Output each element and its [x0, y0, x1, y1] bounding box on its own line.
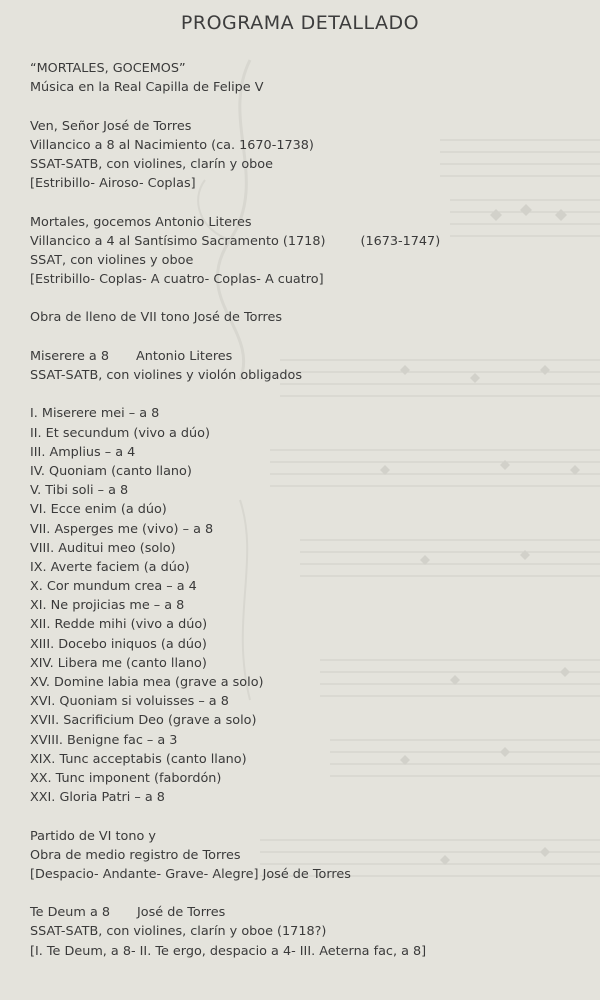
composer-name: Antonio Literes — [135, 348, 233, 364]
composer-dates: (1673-1747) — [360, 233, 441, 249]
page-title: PROGRAMA DETALLADO — [180, 12, 420, 34]
movement-item: XII. Redde mihi (vivo a dúo) — [30, 617, 208, 633]
movement-item: XVIII. Benigne fac – a 3 — [30, 732, 178, 748]
movement-item: X. Cor mundum crea – a 4 — [30, 579, 197, 595]
movement-item: XI. Ne projicias me – a 8 — [30, 598, 185, 614]
work-title: Partido de VI tono y — [30, 828, 156, 844]
movement-item: XV. Domine labia mea (grave a solo) — [30, 675, 264, 690]
work-title — [30, 903, 590, 922]
work-title-text: Miserere a 8 — [30, 348, 109, 364]
work-title: Obra de medio registro de Torres — [30, 847, 241, 863]
movement-item: XVI. Quoniam si voluisses – a 8 — [30, 694, 229, 710]
movement-item: IV. Quoniam (canto llano) — [30, 463, 192, 479]
movement-item: I. Miserere mei – a 8 — [30, 406, 160, 422]
composer-name: José de Torres — [137, 905, 226, 921]
program-subtitle: Música en la Real Capilla de Felipe V — [30, 80, 264, 96]
movement-item: III. Amplius – a 4 — [30, 444, 136, 460]
work-sections: [Despacio- Andante- Grave- Alegre] José de Torres — [30, 866, 351, 882]
work-description — [30, 232, 590, 251]
work-title — [30, 347, 590, 366]
work-title: Ven, Señor José de Torres — [30, 118, 192, 134]
movement-item: XIX. Tunc acceptabis (canto llano) — [30, 751, 247, 767]
movement-item: VI. Ecce enim (a dúo) — [30, 502, 167, 518]
movement-item: V. Tibi soli – a 8 — [30, 483, 129, 499]
movement-item: XXI. Gloria Patri – a 8 — [30, 790, 165, 806]
movement-item: XX. Tunc imponent (fabordón) — [30, 770, 222, 786]
movement-item: IX. Averte faciem (a dúo) — [30, 559, 190, 575]
work-title: Obra de lleno de VII tono José de Torres — [30, 310, 283, 326]
work-scoring: SSAT-SATB, con violines, clarín y oboe — [30, 156, 273, 172]
work-description-text: Villancico a 4 al Santísimo Sacramento (1718) — [30, 233, 326, 249]
program-heading: “MORTALES, GOCEMOS” — [30, 61, 186, 76]
work-sections: [Estribillo- Airoso- Coplas] — [30, 176, 196, 192]
movement-item: XIII. Docebo iniquos (a dúo) — [30, 636, 207, 652]
work-sections: [I. Te Deum, a 8- II. Te ergo, despacio a 4- III. Aeterna fac, a 8] — [30, 943, 427, 959]
movement-item: VIII. Auditui meo (solo) — [30, 540, 176, 556]
work-scoring: SSAT-SATB, con violines, clarín y oboe (1718?) — [30, 924, 327, 940]
program-content — [30, 59, 590, 961]
work-description: Villancico a 8 al Nacimiento (ca. 1670-1738) — [30, 137, 314, 153]
work-title-text: Te Deum a 8 — [30, 905, 111, 921]
movement-item: XIV. Libera me (canto llano) — [30, 655, 207, 671]
movement-item: XVII. Sacrificium Deo (grave a solo) — [30, 713, 257, 729]
movement-item: VII. Asperges me (vivo) – a 8 — [30, 521, 214, 537]
work-sections: [Estribillo- Coplas- A cuatro- Coplas- A cuatro] — [30, 272, 324, 288]
work-title: Mortales, gocemos Antonio Literes — [30, 214, 252, 230]
work-scoring: SSAT, con violines y oboe — [30, 252, 194, 268]
movement-item: II. Et secundum (vivo a dúo) — [30, 425, 210, 441]
work-scoring: SSAT-SATB, con violines y violón obligados — [30, 368, 302, 383]
